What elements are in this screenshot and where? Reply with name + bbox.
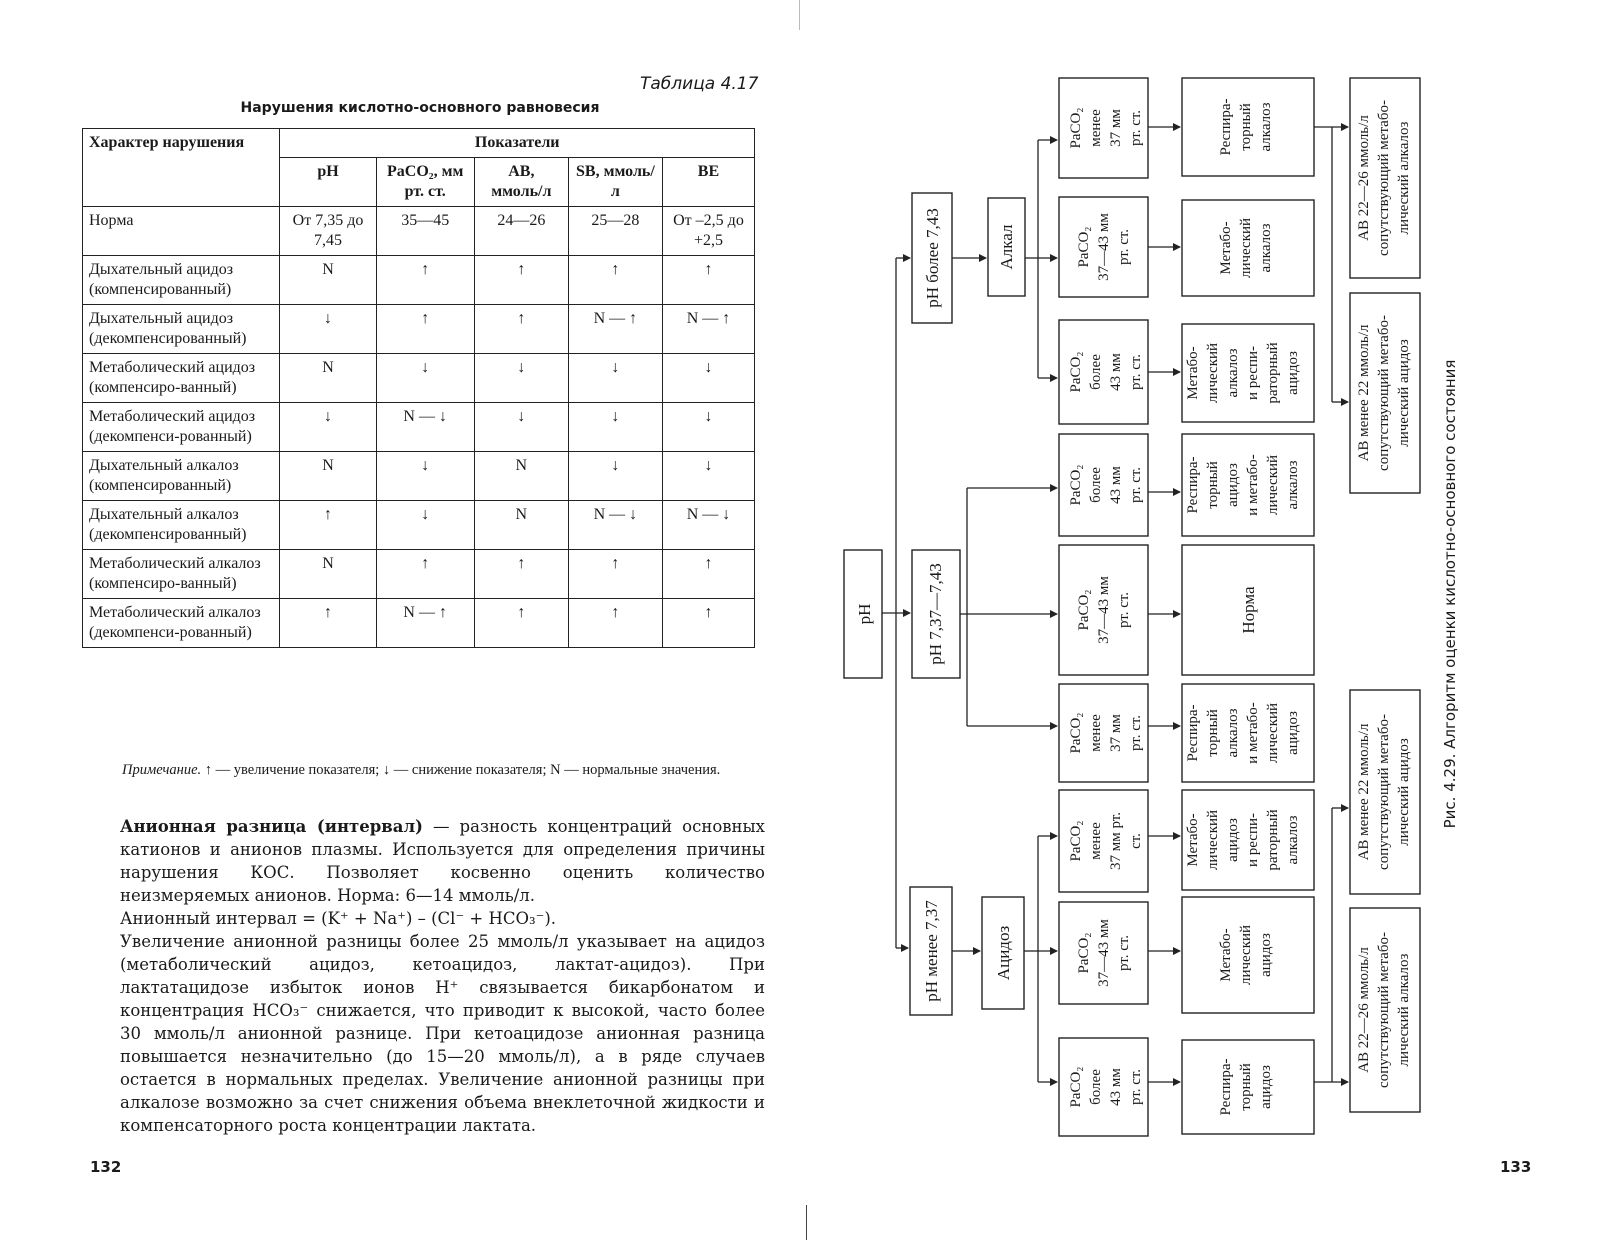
cell-sb: N — ↑ <box>568 305 662 354</box>
cell-ph: ↑ <box>280 599 376 648</box>
svg-text:ацидоз: ацидоз <box>1225 463 1241 507</box>
result-metab-acidosis <box>1182 897 1314 1013</box>
cell-be: ↓ <box>662 452 754 501</box>
svg-text:рт. ст.: рт. ст. <box>1128 714 1144 752</box>
header-paco2: PaCO₂, мм рт. ст. <box>376 158 474 207</box>
table-label: Таблица 4.17 <box>640 74 759 94</box>
cell-be: ↑ <box>662 256 754 305</box>
cell-ab: ↓ <box>474 354 568 403</box>
header-indicators: Показатели <box>280 129 755 158</box>
svg-text:PaCO₂: PaCO₂ <box>1068 464 1084 506</box>
node-paco2-norm-high <box>1059 434 1148 536</box>
node-ph-low <box>910 887 952 1015</box>
svg-text:лический: лический <box>1205 809 1221 871</box>
svg-text:Респира-: Респира- <box>1218 1058 1234 1116</box>
svg-text:Метабо-: Метабо- <box>1185 813 1201 867</box>
svg-text:рт. ст.: рт. ст. <box>1116 228 1132 266</box>
svg-text:лический: лический <box>1205 342 1221 404</box>
term-anion-gap: Анионная разница (интервал) <box>120 817 423 836</box>
svg-text:ацидоз: ацидоз <box>1285 351 1301 395</box>
svg-text:сопутствующий метабо-: сопутствующий метабо- <box>1376 714 1392 870</box>
svg-text:43 мм: 43 мм <box>1108 353 1124 391</box>
svg-text:ст.: ст. <box>1128 833 1144 849</box>
cell-ab: ↑ <box>474 256 568 305</box>
svg-text:лический ацидоз: лический ацидоз <box>1396 738 1412 846</box>
cell-ph: N <box>280 550 376 599</box>
svg-text:Ацидоз: Ацидоз <box>994 925 1013 981</box>
svg-text:Респира-: Респира- <box>1185 704 1201 762</box>
cell-sb: ↑ <box>568 256 662 305</box>
cell-ab: N <box>474 452 568 501</box>
row-name: Дыхательный алкалоз (декомпенсированный) <box>83 501 280 550</box>
acid-base-table <box>82 128 755 648</box>
cell-be: N — ↑ <box>662 305 754 354</box>
svg-text:37—43 мм: 37—43 мм <box>1096 576 1112 644</box>
result-resp-acid-metab-alk <box>1182 434 1314 536</box>
row-name: Норма <box>83 207 280 256</box>
svg-text:и метабо-: и метабо- <box>1245 702 1261 764</box>
header-disorder: Характер нарушения <box>83 129 280 207</box>
svg-text:43 мм: 43 мм <box>1108 1068 1124 1106</box>
svg-text:pH более 7,43: pH более 7,43 <box>923 208 942 308</box>
cell-be: ↑ <box>662 599 754 648</box>
svg-text:AB менее 22 ммоль/л: AB менее 22 ммоль/л <box>1356 723 1372 861</box>
svg-text:рт. ст.: рт. ст. <box>1128 109 1144 147</box>
node-ph <box>844 550 882 678</box>
node-paco2-alk-low <box>1059 78 1148 178</box>
cell-paco2: ↑ <box>376 256 474 305</box>
row-name: Метаболический ацидоз (компенсиро-ванный) <box>83 354 280 403</box>
svg-text:Метабо-: Метабо- <box>1185 346 1201 400</box>
header-sb: SB, ммоль/л <box>568 158 662 207</box>
svg-text:менее: менее <box>1088 109 1104 147</box>
svg-text:Метабо-: Метабо- <box>1218 928 1234 982</box>
row-name: Метаболический алкалоз (компенсиро-ванный) <box>83 550 280 599</box>
svg-text:Алкал: Алкал <box>997 224 1016 270</box>
svg-text:лический ацидоз: лический ацидоз <box>1396 339 1412 447</box>
svg-text:рт. ст.: рт. ст. <box>1128 1068 1144 1106</box>
cell-ab: 24—26 <box>474 207 568 256</box>
svg-text:Метабо-: Метабо- <box>1218 221 1234 275</box>
cell-paco2: 35—45 <box>376 207 474 256</box>
cell-be: ↑ <box>662 550 754 599</box>
cell-ab: ↓ <box>474 403 568 452</box>
table-row <box>83 452 755 501</box>
cell-sb: ↑ <box>568 550 662 599</box>
svg-text:и респи-: и респи- <box>1245 345 1261 401</box>
acid-base-flowchart <box>800 0 1600 1244</box>
page-number-right: 133 <box>1500 1158 1532 1176</box>
svg-text:алкалоз: алкалоз <box>1225 708 1241 758</box>
page-number-left: 132 <box>90 1158 122 1176</box>
table-row <box>83 550 755 599</box>
cell-be: N — ↓ <box>662 501 754 550</box>
svg-text:алкалоз: алкалоз <box>1258 102 1274 152</box>
svg-text:37 мм: 37 мм <box>1108 714 1124 752</box>
svg-text:PaCO₂: PaCO₂ <box>1068 1066 1084 1108</box>
svg-text:более: более <box>1088 354 1104 390</box>
svg-text:PaCO₂: PaCO₂ <box>1068 820 1084 862</box>
svg-text:торный: торный <box>1205 709 1221 757</box>
table-row <box>83 207 755 256</box>
svg-text:37—43 мм: 37—43 мм <box>1096 213 1112 281</box>
svg-text:37—43 мм: 37—43 мм <box>1096 919 1112 987</box>
node-paco2-norm-mid <box>1059 545 1148 675</box>
svg-text:алкалоз: алкалоз <box>1225 348 1241 398</box>
cell-be: От –2,5 до +2,5 <box>662 207 754 256</box>
svg-text:Респира-: Респира- <box>1218 98 1234 156</box>
ab-box-top-1 <box>1350 78 1420 278</box>
result-norm <box>1182 545 1314 675</box>
svg-text:37 мм: 37 мм <box>1108 109 1124 147</box>
table-row <box>83 403 755 452</box>
table-title: Нарушения кислотно-основного равновесия <box>240 100 600 116</box>
row-name: Дыхательный алкалоз (компенсированный) <box>83 452 280 501</box>
cell-ab: ↑ <box>474 550 568 599</box>
svg-text:рт. ст.: рт. ст. <box>1116 591 1132 629</box>
table-row <box>83 354 755 403</box>
svg-text:pH менее 7,37: pH менее 7,37 <box>922 900 941 1002</box>
table-row <box>83 256 755 305</box>
table-header-row <box>83 129 755 158</box>
svg-text:алкалоз: алкалоз <box>1285 460 1301 510</box>
svg-text:раторный: раторный <box>1265 809 1281 871</box>
node-acidosis <box>982 897 1024 1009</box>
paragraph-3: Увеличение анионной разницы более 25 ммоль/л указывает на ацидоз (метаболический ацидоз, кетоацидоз, лактат-ацидоз). При лактатацидозе избыток ионов H⁺ связывается бикарбонатом и концентрация HCO₃⁻ снижается, что приводит к высокой, часто более 30 ммоль/л анионной разнице. При кетоацидозе анионная разница повышается незначительно (до 15—20 ммоль/л), а в ряде случаев остается в нормальных пределах. Увеличение анионной разницы при алкалозе возможно за счет снижения объема внеклеточной жидкости и компенсаторного роста концентрации лактата. <box>120 932 765 1135</box>
header-be: BE <box>662 158 754 207</box>
paragraph-1: — разность концентраций основных катионов и анионов плазмы. Используется для определения причины нарушения КОС. Позволяет косвенно оценить количество неизмеряемых анионов. Норма: 6—14 ммоль/л. <box>120 817 765 905</box>
svg-text:лический: лический <box>1265 454 1281 516</box>
svg-text:Респира-: Респира- <box>1185 456 1201 514</box>
svg-text:AB 22—26 ммоль/л: AB 22—26 ммоль/л <box>1356 947 1372 1073</box>
svg-text:более: более <box>1088 467 1104 503</box>
svg-text:ацидоз: ацидоз <box>1258 933 1274 977</box>
right-page <box>800 0 1600 1244</box>
header-ab: AB, ммоль/л <box>474 158 568 207</box>
svg-text:рт. ст.: рт. ст. <box>1128 466 1144 504</box>
cell-paco2: ↓ <box>376 452 474 501</box>
table-row <box>83 305 755 354</box>
cell-paco2: N — ↓ <box>376 403 474 452</box>
svg-text:и метабо-: и метабо- <box>1245 454 1261 516</box>
note-text: ↑ — увеличение показателя; ↓ — снижение показателя; N — нормальные значения. <box>204 762 721 778</box>
svg-text:сопутствующий метабо-: сопутствующий метабо- <box>1376 932 1392 1088</box>
svg-text:сопутствующий метабо-: сопутствующий метабо- <box>1376 315 1392 471</box>
cell-ph: От 7,35 до 7,45 <box>280 207 376 256</box>
svg-text:торный: торный <box>1238 1063 1254 1111</box>
paragraph-2: Анионный интервал = (K⁺ + Na⁺) – (Cl⁻ + HCO₃⁻). <box>120 909 557 928</box>
table-note <box>122 760 762 780</box>
svg-text:PaCO₂: PaCO₂ <box>1068 712 1084 754</box>
ab-box-bottom-1 <box>1350 690 1420 894</box>
svg-text:менее: менее <box>1088 714 1104 752</box>
cell-sb: N — ↓ <box>568 501 662 550</box>
cell-paco2: ↓ <box>376 501 474 550</box>
cell-ph: N <box>280 256 376 305</box>
ab-box-bottom-2 <box>1350 908 1420 1112</box>
svg-text:AB 22—26 ммоль/л: AB 22—26 ммоль/л <box>1356 115 1372 241</box>
svg-text:раторный: раторный <box>1265 342 1281 404</box>
table-row <box>83 599 755 648</box>
cell-ph: N <box>280 354 376 403</box>
svg-text:алкалоз: алкалоз <box>1258 223 1274 273</box>
svg-text:PaCO₂: PaCO₂ <box>1076 932 1092 974</box>
svg-text:ацидоз: ацидоз <box>1225 818 1241 862</box>
svg-text:менее: менее <box>1088 822 1104 860</box>
svg-text:PaCO₂: PaCO₂ <box>1068 107 1084 149</box>
node-paco2-acid-mid <box>1059 902 1148 1004</box>
svg-text:PaCO₂: PaCO₂ <box>1068 351 1084 393</box>
svg-text:и респи-: и респи- <box>1245 812 1261 868</box>
node-paco2-acid-high <box>1059 1038 1148 1136</box>
cell-ab: ↑ <box>474 305 568 354</box>
node-paco2-norm-low <box>1059 684 1148 782</box>
node-alkalosis <box>988 198 1025 296</box>
cell-paco2: ↓ <box>376 354 474 403</box>
svg-text:торный: торный <box>1238 103 1254 151</box>
row-name: Дыхательный ацидоз (декомпенсированный) <box>83 305 280 354</box>
cell-ab: ↑ <box>474 599 568 648</box>
svg-text:pH: pH <box>855 603 874 625</box>
result-metab-alk-resp-acid <box>1182 324 1314 422</box>
row-name: Метаболический ацидоз (декомпенси-рованный) <box>83 403 280 452</box>
cell-sb: ↓ <box>568 452 662 501</box>
svg-text:PaCO₂: PaCO₂ <box>1076 226 1092 268</box>
cell-paco2: ↑ <box>376 305 474 354</box>
cell-be: ↓ <box>662 403 754 452</box>
svg-text:Норма: Норма <box>1239 586 1258 634</box>
node-ph-high <box>912 193 952 323</box>
svg-text:более: более <box>1088 1069 1104 1105</box>
body-text <box>120 815 765 1137</box>
svg-text:43 мм: 43 мм <box>1108 466 1124 504</box>
svg-text:лический: лический <box>1265 702 1281 764</box>
svg-text:AB менее 22 ммоль/л: AB менее 22 ммоль/л <box>1356 324 1372 462</box>
svg-text:алкалоз: алкалоз <box>1285 815 1301 865</box>
svg-text:37 мм рт.: 37 мм рт. <box>1108 812 1124 870</box>
cell-ph: ↑ <box>280 501 376 550</box>
cell-sb: ↓ <box>568 354 662 403</box>
result-resp-alk-metab-acid <box>1182 684 1314 782</box>
svg-text:pH 7,37—7,43: pH 7,37—7,43 <box>926 563 945 665</box>
cell-ab: N <box>474 501 568 550</box>
result-metab-alkalosis <box>1182 200 1314 296</box>
svg-text:лический алкалоз: лический алкалоз <box>1396 953 1412 1067</box>
cell-paco2: ↑ <box>376 550 474 599</box>
svg-text:лический: лический <box>1238 924 1254 986</box>
header-ph: pH <box>280 158 376 207</box>
ab-box-top-2 <box>1350 293 1420 493</box>
svg-text:лический алкалоз: лический алкалоз <box>1396 121 1412 235</box>
node-ph-normal <box>912 550 960 678</box>
node-paco2-alk-high <box>1059 320 1148 424</box>
svg-text:лический: лический <box>1238 217 1254 279</box>
svg-text:сопутствующий метабо-: сопутствующий метабо- <box>1376 100 1392 256</box>
svg-text:рт. ст.: рт. ст. <box>1128 353 1144 391</box>
node-paco2-acid-low <box>1059 790 1148 892</box>
cell-sb: ↑ <box>568 599 662 648</box>
result-resp-acidosis <box>1182 1040 1314 1134</box>
result-metab-acid-resp-alk <box>1182 790 1314 890</box>
note-label: Примечание. <box>122 762 202 778</box>
table-row <box>83 501 755 550</box>
cell-sb: ↓ <box>568 403 662 452</box>
figure-caption: Рис. 4.29. Алгоритм оценки кислотно-основного состояния <box>1441 359 1459 829</box>
row-name: Метаболический алкалоз (декомпенси-рованный) <box>83 599 280 648</box>
cell-ph: ↓ <box>280 305 376 354</box>
svg-text:ацидоз: ацидоз <box>1258 1065 1274 1109</box>
cell-ph: N <box>280 452 376 501</box>
svg-text:рт. ст.: рт. ст. <box>1116 934 1132 972</box>
svg-text:ацидоз: ацидоз <box>1285 711 1301 755</box>
svg-text:PaCO₂: PaCO₂ <box>1076 589 1092 631</box>
result-resp-alkalosis <box>1182 78 1314 176</box>
cell-ph: ↓ <box>280 403 376 452</box>
row-name: Дыхательный ацидоз (компенсированный) <box>83 256 280 305</box>
cell-be: ↓ <box>662 354 754 403</box>
cell-paco2: N — ↑ <box>376 599 474 648</box>
node-paco2-alk-mid <box>1059 197 1148 297</box>
cell-sb: 25—28 <box>568 207 662 256</box>
svg-text:торный: торный <box>1205 461 1221 509</box>
